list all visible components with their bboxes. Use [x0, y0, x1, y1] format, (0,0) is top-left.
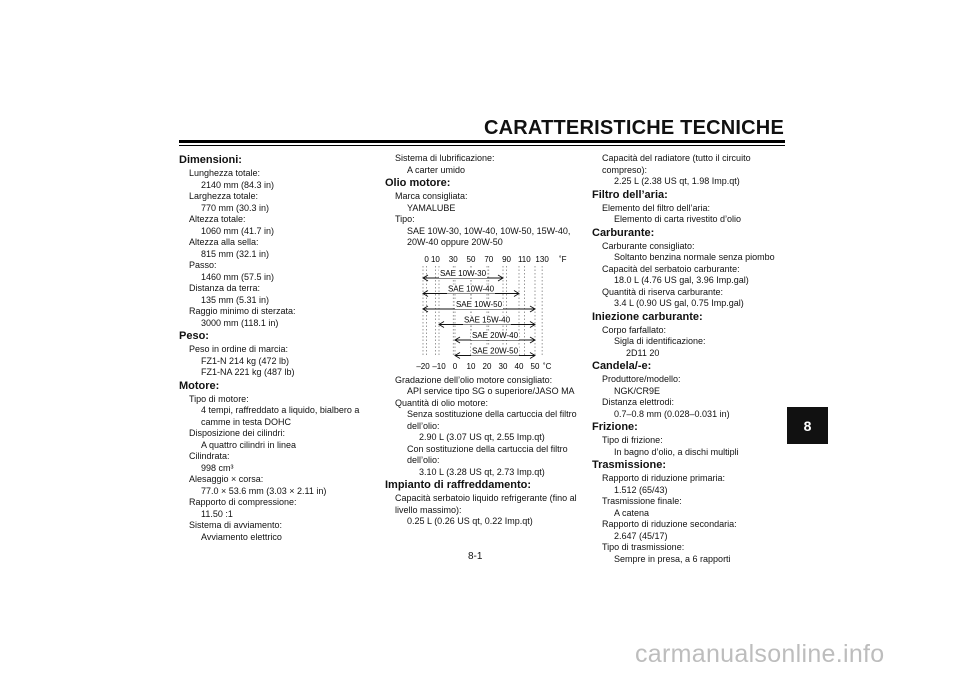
spec-line: dell’olio: — [407, 420, 440, 431]
spec-line: 998 cm³ — [201, 462, 234, 473]
spec-line: FZ1-NA 221 kg (487 lb) — [201, 367, 295, 377]
spec-line: YAMALUBE — [407, 202, 456, 213]
c-tick-label: 20 — [482, 361, 492, 371]
section-heading: Iniezione carburante: — [592, 310, 703, 323]
spec-line: 2140 mm (84.3 in) — [201, 179, 275, 190]
spec-line: 3.10 L (3.28 US qt, 2.73 Imp.qt) — [419, 466, 545, 477]
spec-line: Lunghezza totale: — [189, 168, 261, 178]
f-tick-label: 110 — [517, 254, 531, 264]
spec-line: camme in testa DOHC — [201, 416, 292, 427]
grade-label: SAE 10W-50 — [455, 299, 503, 309]
spec-line: 135 mm (5.31 in) — [201, 294, 270, 305]
spec-column-1 — [179, 153, 379, 543]
spec-line: A carter umido — [407, 164, 466, 175]
spec-line: Alesaggio × corsa: — [189, 474, 264, 484]
spec-line: Peso in ordine di marcia: — [189, 344, 289, 354]
spec-line: dell’olio: — [407, 455, 440, 465]
grade-label: SAE 15W-40 — [463, 315, 511, 324]
spec-line: Tipo di trasmissione: — [602, 542, 685, 552]
spec-line: Marca consigliata: — [395, 191, 468, 201]
spec-line: Larghezza totale: — [189, 191, 259, 201]
page-title: CARATTERISTICHE TECNICHE — [484, 117, 784, 139]
oil-viscosity-chart — [385, 251, 575, 375]
section-heading: Dimensioni: — [179, 154, 242, 166]
section-heading: Motore: — [179, 379, 220, 392]
spec-line: Rapporto di riduzione primaria: — [602, 473, 726, 483]
f-unit-label: ˚F — [559, 254, 567, 264]
spec-line: 770 mm (30.3 in) — [201, 202, 270, 213]
section-heading: Carburante: — [592, 226, 655, 239]
section-heading: Candela/-e: — [592, 360, 652, 372]
spec-line: 2.647 (45/17) — [614, 530, 668, 541]
f-tick-label: 130 — [535, 254, 549, 264]
spec-line: Soltanto benzina normale senza piombo — [614, 252, 775, 262]
spec-line: 1460 mm (57.5 in) — [201, 271, 275, 282]
spec-column-2-bottom — [385, 375, 585, 528]
spec-line: API service tipo SG o superiore/JASO MA — [407, 386, 575, 396]
spec-line: Carburante consigliato: — [602, 240, 695, 251]
title-rule-thick — [179, 140, 785, 143]
spec-line: Rapporto di riduzione secondaria: — [602, 519, 737, 529]
spec-line: compreso): — [602, 164, 648, 175]
spec-line: Passo: — [189, 260, 217, 270]
spec-line: Tipo di motore: — [189, 393, 249, 404]
spec-line: Altezza totale: — [189, 214, 246, 224]
title-rule-thin — [179, 145, 785, 146]
spec-line: 20W-40 oppure 20W-50 — [407, 237, 503, 247]
spec-line: 1.512 (65/43) — [614, 484, 668, 495]
spec-line: Cilindrata: — [189, 451, 230, 461]
spec-line: Produttore/modello: — [602, 374, 681, 384]
spec-line: NGK/CR9E — [614, 385, 661, 396]
spec-line: Tipo: — [395, 214, 415, 224]
spec-line: 18.0 L (4.76 US gal, 3.96 Imp.gal) — [614, 275, 749, 285]
watermark-text: carmanualsonline.info — [635, 640, 885, 668]
spec-line: 4 tempi, raffreddato a liquido, bialbero a — [201, 405, 360, 415]
f-tick-label: 0 — [424, 254, 429, 264]
spec-line: Avviamento elettrico — [201, 531, 282, 542]
spec-line: 2.25 L (2.38 US qt, 1.98 Imp.qt) — [614, 176, 740, 186]
spec-line: Quantità di riserva carburante: — [602, 286, 724, 297]
spec-line: FZ1-N 214 kg (472 lb) — [201, 355, 290, 366]
spec-line: 815 mm (32.1 in) — [201, 248, 270, 259]
spec-line: Disposizione dei cilindri: — [189, 428, 286, 438]
f-tick-label: 10 — [430, 254, 440, 264]
spec-line: Elemento del filtro dell’aria: — [602, 202, 711, 213]
spec-line: Sistema di avviamento: — [189, 520, 283, 530]
spec-line: Capacità del radiatore (tutto il circuito — [602, 153, 751, 163]
spec-line: Tipo di frizione: — [602, 435, 663, 445]
spec-line: Senza sostituzione della cartuccia del filtro — [407, 409, 577, 419]
spec-line: Corpo farfallato: — [602, 324, 667, 335]
c-tick-label: 40 — [514, 361, 524, 371]
spec-column-2 — [385, 153, 585, 528]
c-tick-label: –10 — [432, 361, 446, 371]
section-heading: Filtro dell’aria: — [592, 188, 668, 201]
spec-line: Quantità di olio motore: — [395, 397, 489, 408]
section-heading: Impianto di raffreddamento: — [385, 479, 532, 491]
f-tick-label: 70 — [484, 254, 494, 264]
spec-line: Altezza alla sella: — [189, 237, 259, 247]
page-number: 8-1 — [468, 551, 483, 562]
spec-line: 0.7–0.8 mm (0.028–0.031 in) — [614, 408, 730, 419]
f-tick-label: 30 — [448, 254, 458, 264]
spec-line: 3000 mm (118.1 in) — [201, 317, 279, 328]
spec-line: In bagno d’olio, a dischi multipli — [614, 446, 739, 457]
spec-line: Raggio minimo di sterzata: — [189, 306, 296, 316]
c-tick-label: 10 — [466, 361, 476, 371]
spec-column-3 — [592, 153, 792, 565]
section-heading: Olio motore: — [385, 177, 451, 189]
spec-line: A quattro cilindri in linea — [201, 439, 297, 450]
spec-line: livello massimo): — [395, 504, 462, 515]
spec-line: 2.90 L (3.07 US qt, 2.55 Imp.qt) — [419, 432, 545, 442]
spec-column-2-top — [385, 153, 585, 249]
f-tick-label: 90 — [502, 254, 512, 264]
spec-line: 2D11 20 — [626, 347, 660, 358]
spec-line: 77.0 × 53.6 mm (3.03 × 2.11 in) — [201, 485, 327, 496]
grade-label: SAE 10W-40 — [447, 284, 495, 293]
grade-label: SAE 10W-30 — [439, 268, 487, 278]
c-unit-label: ˚C — [543, 361, 552, 371]
spec-line: A catena — [614, 507, 650, 518]
spec-line: Sistema di lubrificazione: — [395, 153, 495, 163]
spec-line: Distanza elettrodi: — [602, 397, 675, 407]
spec-line: Con sostituzione della cartuccia del filtro — [407, 443, 568, 454]
spec-line: Elemento di carta rivestito d’olio — [614, 214, 742, 224]
spec-line: 0.25 L (0.26 US qt, 0.22 Imp.qt) — [407, 516, 533, 526]
grade-label: SAE 20W-40 — [471, 330, 519, 340]
c-tick-label: –20 — [416, 361, 430, 371]
spec-line: 11.50 :1 — [201, 508, 233, 519]
c-tick-label: 30 — [498, 361, 508, 371]
spec-line: Capacità del serbatoio carburante: — [602, 263, 740, 274]
c-tick-label: 0 — [452, 361, 458, 371]
spec-line: Sigla di identificazione: — [614, 336, 706, 346]
spec-line: Distanza da terra: — [189, 283, 261, 293]
section-heading: Frizione: — [592, 421, 638, 433]
spec-line: 1060 mm (41.7 in) — [201, 225, 275, 236]
spec-line: Trasmissione finale: — [602, 496, 682, 506]
chapter-tab: 8 — [787, 407, 828, 444]
f-tick-label: 50 — [466, 254, 476, 264]
section-heading: Trasmissione: — [592, 459, 666, 471]
spec-line: SAE 10W-30, 10W-40, 10W-50, 15W-40, — [407, 225, 571, 236]
section-heading: Peso: — [179, 330, 209, 342]
grade-label: SAE 20W-50 — [471, 346, 519, 355]
spec-line: Gradazione dell’olio motore consigliato: — [395, 374, 553, 385]
c-tick-label: 50 — [530, 361, 540, 371]
spec-line: Rapporto di compressione: — [189, 497, 297, 507]
spec-line: 3.4 L (0.90 US gal, 0.75 Imp.gal) — [614, 298, 744, 308]
spec-line: Capacità serbatoio liquido refrigerante (fino al — [395, 493, 577, 503]
spec-line: Sempre in presa, a 6 rapporti — [614, 553, 731, 564]
